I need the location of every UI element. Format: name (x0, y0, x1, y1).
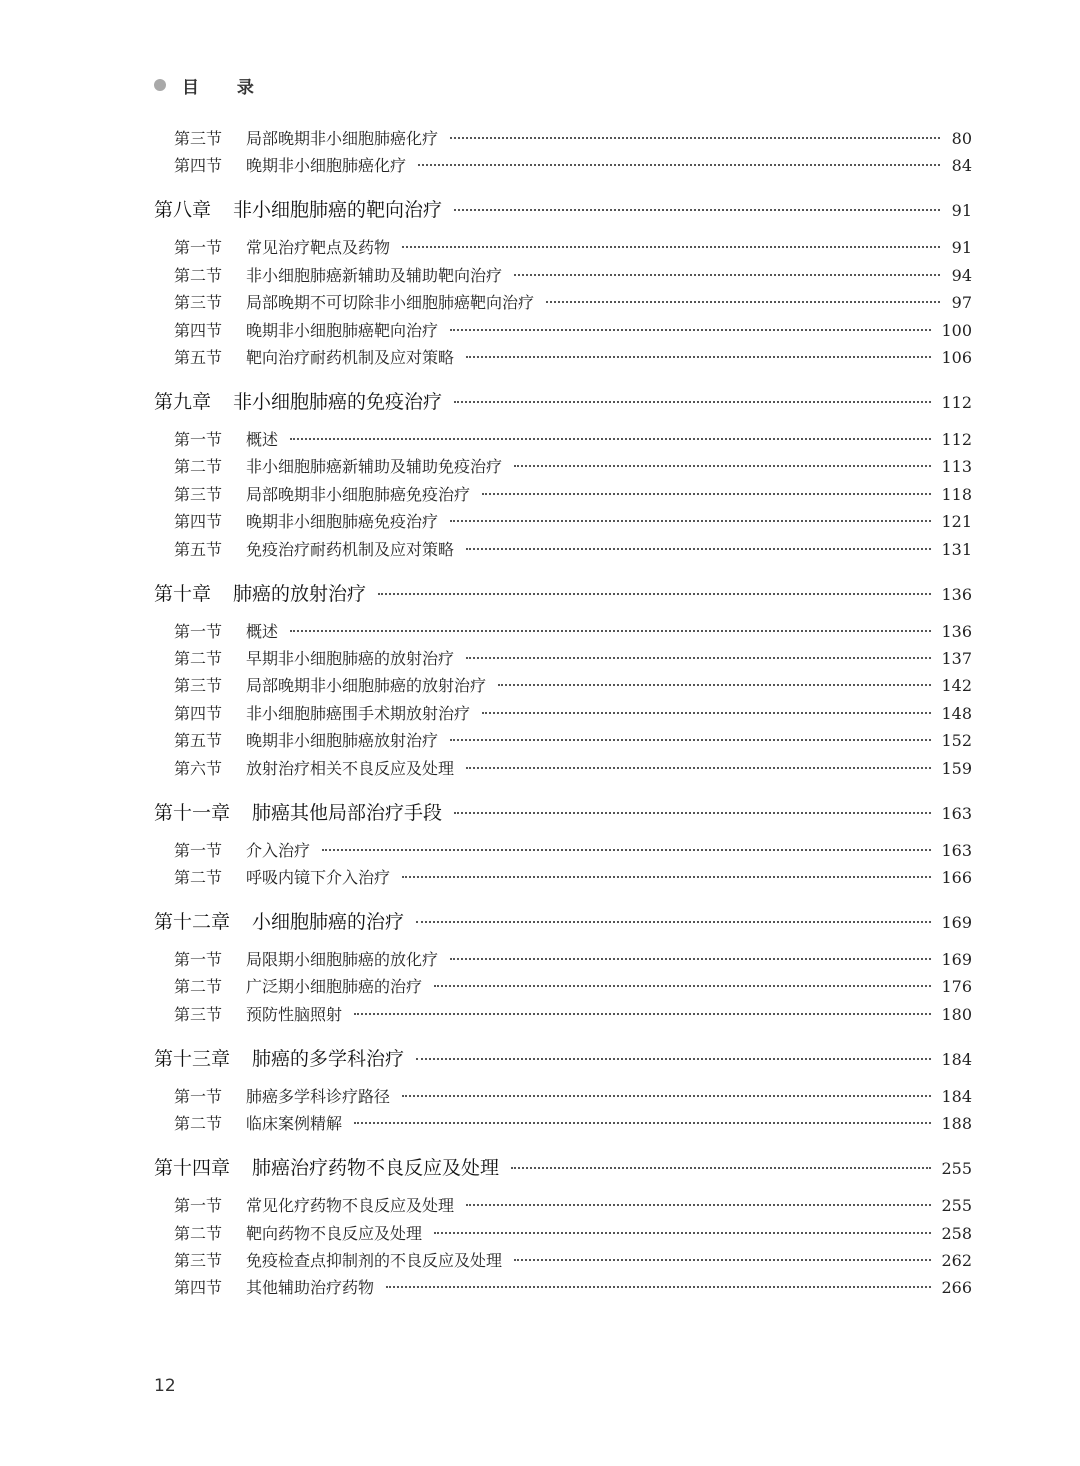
toc-section-entry[interactable] (174, 537, 972, 560)
dot-leader (322, 849, 931, 851)
chapter-page-number: 91 (951, 201, 972, 221)
toc-chapter-entry[interactable] (154, 798, 972, 825)
dot-leader (454, 812, 931, 814)
dot-leader (450, 739, 931, 741)
toc-section-entry[interactable] (174, 290, 972, 313)
section-number: 第二节 (174, 649, 223, 668)
section-page-number: 176 (941, 977, 972, 997)
chapter-title: 非小细胞肺癌的靶向治疗 (233, 199, 443, 222)
section-title: 概述 (246, 621, 279, 641)
dot-leader (514, 465, 931, 467)
section-title: 呼吸内镜下介入治疗 (246, 868, 391, 887)
dot-leader (386, 1286, 931, 1288)
section-page-number: 163 (941, 840, 972, 860)
chapter-title: 肺癌的多学科治疗 (252, 1047, 405, 1070)
dot-leader (378, 593, 931, 595)
section-title: 其他辅助治疗药物 (246, 1278, 375, 1298)
dot-leader (466, 356, 931, 358)
section-title: 非小细胞肺癌围手术期放射治疗 (246, 703, 471, 723)
page-number: 12 (154, 1376, 176, 1396)
section-number: 第三节 (174, 129, 223, 148)
dot-leader (402, 246, 940, 248)
dot-leader (466, 767, 931, 769)
toc-section-entry[interactable] (174, 1275, 972, 1298)
toc-section-entry[interactable] (174, 619, 972, 642)
section-page-number: 97 (951, 293, 972, 313)
section-number: 第四节 (174, 320, 223, 340)
dot-leader (546, 301, 940, 303)
section-number: 第三节 (174, 676, 223, 696)
chapter-page-number: 136 (941, 584, 972, 604)
section-page-number: 152 (941, 731, 972, 751)
section-page-number: 94 (951, 265, 972, 285)
toc-section-entry[interactable] (174, 838, 972, 861)
dot-leader (514, 274, 940, 276)
section-page-number: 166 (941, 868, 972, 887)
toc-section-entry[interactable] (174, 263, 972, 286)
chapter-page-number: 169 (941, 913, 972, 932)
dot-leader (482, 493, 931, 495)
section-number: 第二节 (174, 977, 223, 997)
section-number: 第五节 (174, 348, 223, 367)
section-page-number: 131 (941, 539, 972, 559)
toc-section-entry[interactable] (174, 427, 972, 450)
toc-section-entry[interactable] (174, 947, 972, 970)
toc-section-entry[interactable] (174, 1248, 972, 1271)
toc-section-entry[interactable] (174, 701, 972, 724)
dot-leader (450, 137, 940, 139)
toc-section-entry[interactable] (174, 1002, 972, 1025)
section-page-number: 169 (941, 950, 972, 969)
toc-section-entry[interactable] (174, 1084, 972, 1107)
toc-chapter-entry[interactable] (154, 907, 972, 934)
toc-section-entry[interactable] (174, 1111, 972, 1134)
section-number: 第一节 (174, 1196, 223, 1216)
toc-section-entry[interactable] (174, 756, 972, 779)
dot-leader (290, 630, 931, 632)
section-title: 非小细胞肺癌新辅助及辅助免疫治疗 (246, 457, 503, 477)
toc-section-entry[interactable] (174, 153, 972, 176)
section-title: 常见化疗药物不良反应及处理 (246, 1196, 455, 1216)
chapter-title: 肺癌的放射治疗 (233, 582, 367, 605)
section-page-number: 255 (941, 1196, 972, 1216)
toc-section-entry[interactable] (174, 454, 972, 477)
chapter-title: 小细胞肺癌的治疗 (252, 911, 405, 933)
section-number: 第一节 (174, 840, 223, 860)
section-page-number: 113 (941, 457, 972, 477)
section-page-number: 262 (941, 1251, 972, 1270)
toc-section-entry[interactable] (174, 865, 972, 888)
toc-section-entry[interactable] (174, 318, 972, 341)
toc-section-entry[interactable] (174, 974, 972, 997)
dot-leader (354, 1013, 931, 1015)
dot-leader (450, 520, 931, 522)
section-page-number: 112 (941, 430, 972, 449)
section-number: 第三节 (174, 484, 223, 504)
section-number: 第二节 (174, 265, 223, 285)
chapter-title: 非小细胞肺癌的免疫治疗 (233, 391, 443, 413)
section-number: 第一节 (174, 238, 223, 258)
dot-leader (402, 876, 931, 878)
toc-section-entry[interactable] (174, 345, 972, 368)
section-title: 局部晚期非小细胞肺癌的放射治疗 (246, 676, 487, 696)
dot-leader (466, 548, 931, 550)
section-page-number: 84 (951, 156, 972, 176)
section-number: 第四节 (174, 1278, 223, 1298)
dot-leader (450, 329, 931, 331)
section-number: 第四节 (174, 512, 223, 532)
dot-leader (450, 958, 931, 960)
chapter-number: 第十二章 (154, 911, 231, 933)
dot-leader (354, 1122, 931, 1124)
dot-leader (454, 209, 940, 211)
section-number: 第三节 (174, 1004, 223, 1024)
dot-leader (511, 1167, 931, 1169)
section-number: 第二节 (174, 1223, 223, 1243)
bullet-dot-icon (154, 79, 166, 91)
section-number: 第一节 (174, 430, 223, 449)
toc-section-entry[interactable] (174, 728, 972, 751)
dot-leader (418, 164, 940, 166)
section-number: 第四节 (174, 156, 223, 176)
toc-chapter-entry[interactable] (154, 195, 972, 222)
section-title: 预防性脑照射 (246, 1004, 343, 1024)
section-number: 第一节 (174, 621, 223, 641)
dot-leader (466, 657, 931, 659)
section-page-number: 184 (941, 1086, 972, 1106)
toc-section-entry[interactable] (174, 482, 972, 505)
section-page-number: 121 (941, 512, 972, 532)
toc-section-entry[interactable] (174, 673, 972, 696)
section-page-number: 137 (941, 649, 972, 668)
chapter-page-number: 112 (941, 393, 972, 412)
toc-section-entry[interactable] (174, 1193, 972, 1216)
chapter-number: 第十四章 (154, 1157, 231, 1180)
section-page-number: 136 (941, 621, 972, 641)
dot-leader (514, 1259, 931, 1261)
toc-title: 目 录 (182, 77, 270, 98)
section-title: 靶向治疗耐药机制及应对策略 (246, 348, 455, 367)
section-number: 第五节 (174, 539, 223, 559)
section-number: 第二节 (174, 868, 223, 887)
chapter-number: 第十三章 (154, 1047, 231, 1070)
section-page-number: 180 (941, 1004, 972, 1024)
toc-chapter-entry[interactable] (154, 387, 972, 414)
toc-section-entry[interactable] (174, 646, 972, 669)
dot-leader (498, 684, 931, 686)
section-number: 第六节 (174, 758, 223, 778)
section-page-number: 100 (941, 320, 972, 340)
section-title: 局部晚期不可切除非小细胞肺癌靶向治疗 (246, 293, 535, 313)
toc-section-entry[interactable] (174, 509, 972, 532)
section-page-number: 106 (941, 348, 972, 367)
section-number: 第一节 (174, 1086, 223, 1106)
section-number: 第四节 (174, 703, 223, 723)
chapter-page-number: 163 (941, 803, 972, 823)
section-number: 第三节 (174, 1251, 223, 1270)
chapter-number: 第十一章 (154, 801, 231, 824)
chapter-title: 肺癌其他局部治疗手段 (252, 801, 443, 824)
section-title: 局部晚期非小细胞肺癌化疗 (246, 129, 439, 148)
chapter-number: 第十章 (154, 582, 212, 605)
section-title: 介入治疗 (246, 840, 311, 860)
chapter-number: 第八章 (154, 199, 212, 222)
toc-chapter-entry[interactable] (154, 1153, 972, 1180)
dot-leader (482, 712, 931, 714)
section-number: 第三节 (174, 293, 223, 313)
toc-header (154, 74, 270, 96)
section-title: 概述 (246, 430, 279, 449)
chapter-page-number: 184 (941, 1049, 972, 1069)
section-page-number: 80 (951, 129, 972, 148)
section-title: 免疫检查点抑制剂的不良反应及处理 (246, 1251, 503, 1270)
dot-leader (434, 985, 931, 987)
section-title: 晚期非小细胞肺癌化疗 (246, 156, 407, 176)
section-title: 免疫治疗耐药机制及应对策略 (246, 539, 455, 559)
chapter-title: 肺癌治疗药物不良反应及处理 (252, 1157, 500, 1180)
section-title: 晚期非小细胞肺癌放射治疗 (246, 731, 439, 751)
section-page-number: 148 (941, 703, 972, 723)
section-title: 早期非小细胞肺癌的放射治疗 (246, 649, 455, 668)
chapter-page-number: 255 (941, 1159, 972, 1179)
dot-leader (434, 1232, 931, 1234)
section-title: 晚期非小细胞肺癌免疫治疗 (246, 512, 439, 532)
section-title: 局部晚期非小细胞肺癌免疫治疗 (246, 484, 471, 504)
section-title: 常见治疗靶点及药物 (246, 238, 391, 258)
section-title: 靶向药物不良反应及处理 (246, 1223, 423, 1243)
section-page-number: 159 (941, 758, 972, 778)
section-page-number: 142 (941, 676, 972, 696)
section-title: 临床案例精解 (246, 1114, 343, 1134)
toc-section-entry[interactable] (174, 126, 972, 149)
section-page-number: 118 (941, 484, 972, 504)
section-title: 晚期非小细胞肺癌靶向治疗 (246, 320, 439, 340)
section-title: 放射治疗相关不良反应及处理 (246, 758, 455, 778)
section-number: 第一节 (174, 950, 223, 969)
section-number: 第五节 (174, 731, 223, 751)
toc-section-entry[interactable] (174, 1221, 972, 1244)
section-title: 非小细胞肺癌新辅助及辅助靶向治疗 (246, 265, 503, 285)
dot-leader (466, 1204, 931, 1206)
section-page-number: 188 (941, 1114, 972, 1134)
section-title: 肺癌多学科诊疗路径 (246, 1086, 391, 1106)
dot-leader (290, 438, 931, 440)
section-page-number: 258 (941, 1223, 972, 1243)
toc-chapter-entry[interactable] (154, 579, 972, 606)
chapter-number: 第九章 (154, 391, 212, 413)
section-title: 广泛期小细胞肺癌的治疗 (246, 977, 423, 997)
toc-chapter-entry[interactable] (154, 1044, 972, 1071)
section-number: 第二节 (174, 1114, 223, 1134)
section-page-number: 266 (941, 1278, 972, 1298)
dot-leader (416, 921, 931, 923)
dot-leader (416, 1058, 931, 1060)
toc-section-entry[interactable] (174, 235, 972, 258)
section-number: 第二节 (174, 457, 223, 477)
dot-leader (454, 401, 931, 403)
dot-leader (402, 1095, 931, 1097)
section-title: 局限期小细胞肺癌的放化疗 (246, 950, 439, 969)
section-page-number: 91 (951, 238, 972, 258)
